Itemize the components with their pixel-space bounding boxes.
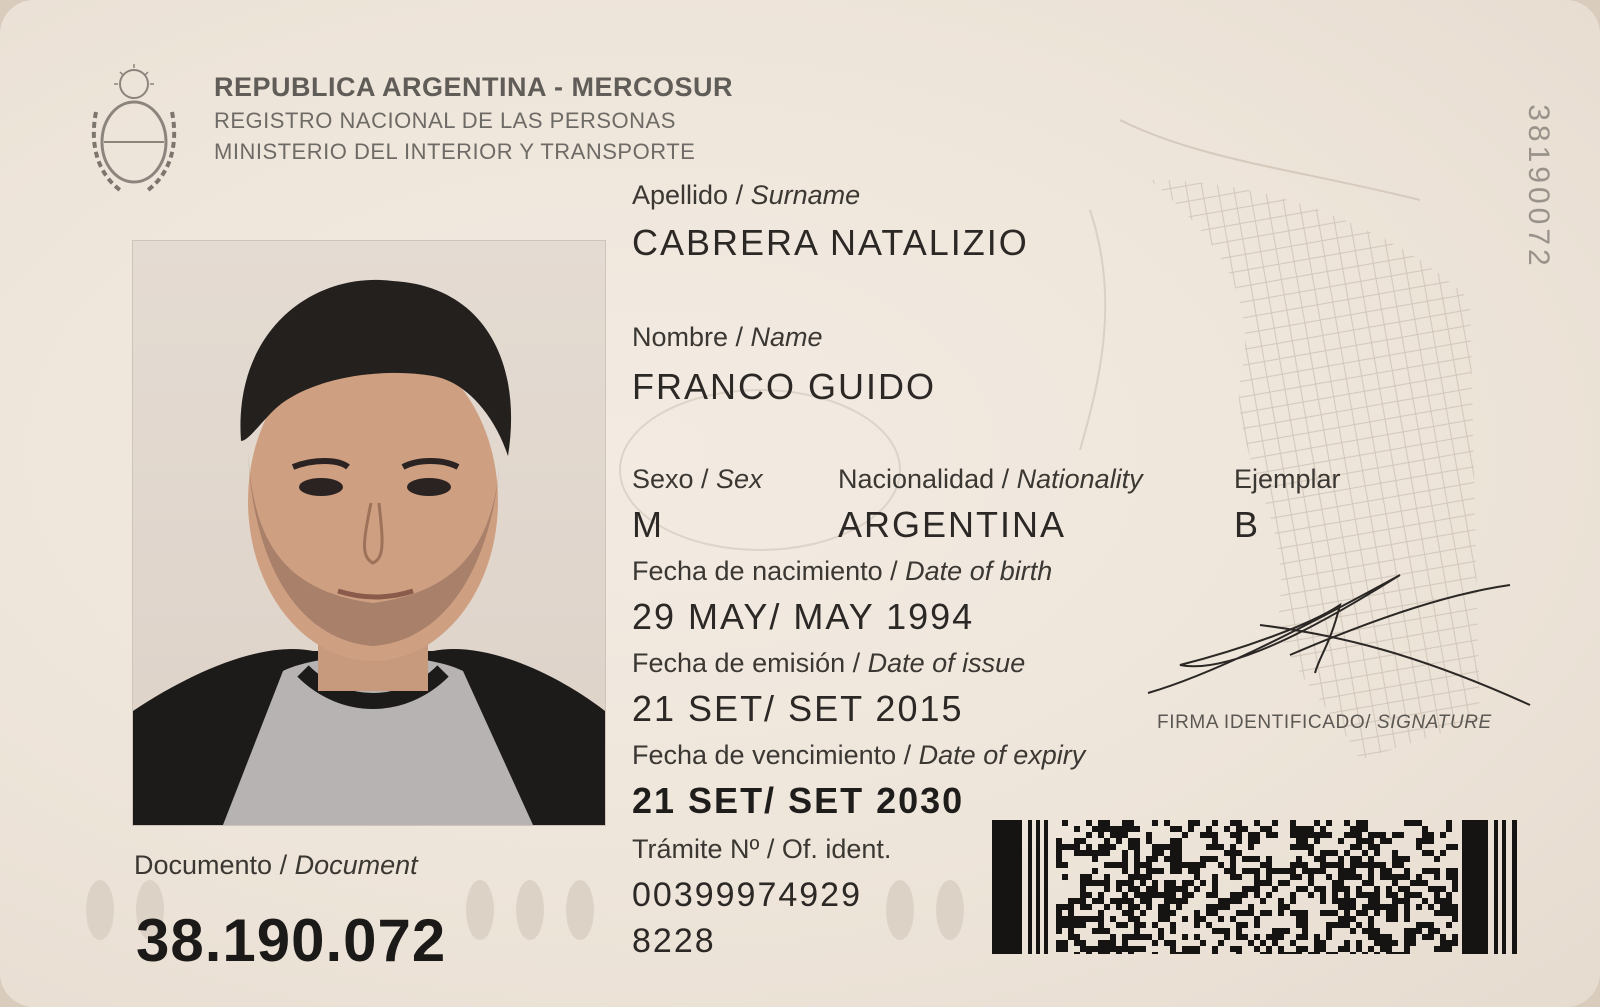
nationality-label (838, 464, 1143, 495)
name-label (632, 322, 823, 353)
birth-date-label (632, 556, 1052, 587)
sex-label (632, 464, 763, 495)
header-ministry: MINISTERIO DEL INTERIOR Y TRANSPORTE (214, 139, 696, 164)
name-label-en: Name (750, 322, 823, 352)
header-registry: REGISTRO NACIONAL DE LAS PERSONAS (214, 108, 676, 133)
birth-date-label-es: Fecha de nacimiento / (632, 556, 906, 586)
name-value: FRANCO GUIDO (632, 366, 937, 407)
expiry-date-label-en: Date of expiry (918, 740, 1086, 770)
signature-caption-es: FIRMA IDENTIFICADO/ (1157, 712, 1377, 733)
signature-caption (1157, 712, 1492, 734)
card-header (214, 72, 733, 165)
surname-value: CABRERA NATALIZIO (632, 222, 1029, 263)
document-label-en: Document (294, 850, 418, 880)
nationality-value: ARGENTINA (838, 504, 1067, 545)
surname-label-es: Apellido / (632, 180, 751, 210)
name-label-es: Nombre / (632, 322, 751, 352)
signature-caption-en: SIGNATURE (1376, 712, 1492, 733)
surname-label-en: Surname (750, 180, 861, 210)
side-document-number: 38190072 (1522, 104, 1555, 270)
birth-date-label-en: Date of birth (905, 556, 1053, 586)
sex-label-en: Sex (716, 464, 763, 494)
expiry-date-label-es: Fecha de vencimiento / (632, 740, 919, 770)
nationality-label-en: Nationality (1016, 464, 1143, 494)
header-country: REPUBLICA ARGENTINA - MERCOSUR (214, 72, 733, 102)
document-label (134, 850, 418, 881)
procedure-number: 00399974929 (632, 876, 863, 914)
document-number: 38.190.072 (136, 907, 447, 974)
issue-date-label-es: Fecha de emisión / (632, 648, 868, 678)
signature-image (1140, 565, 1540, 715)
expiry-date-label (632, 740, 1085, 771)
sex-value: M (632, 504, 664, 545)
nationality-label-es: Nacionalidad / (838, 464, 1017, 494)
sex-label-es: Sexo / (632, 464, 717, 494)
coat-of-arms-icon (86, 62, 182, 202)
issue-date-label (632, 648, 1025, 679)
issue-date-label-en: Date of issue (867, 648, 1026, 678)
pdf417-barcode (992, 820, 1532, 954)
birth-date-value: 29 MAY/ MAY 1994 (632, 596, 975, 637)
procedure-label: Trámite Nº / Of. ident. (632, 834, 892, 864)
issue-date-value: 21 SET/ SET 2015 (632, 688, 964, 729)
expiry-date-value: 21 SET/ SET 2030 (632, 780, 965, 821)
copy-value: B (1234, 504, 1261, 545)
surname-label (632, 180, 860, 211)
holder-photo (132, 240, 606, 826)
procedure-code: 8228 (632, 922, 716, 960)
copy-label: Ejemplar (1234, 464, 1341, 494)
document-label-es: Documento / (134, 850, 295, 880)
